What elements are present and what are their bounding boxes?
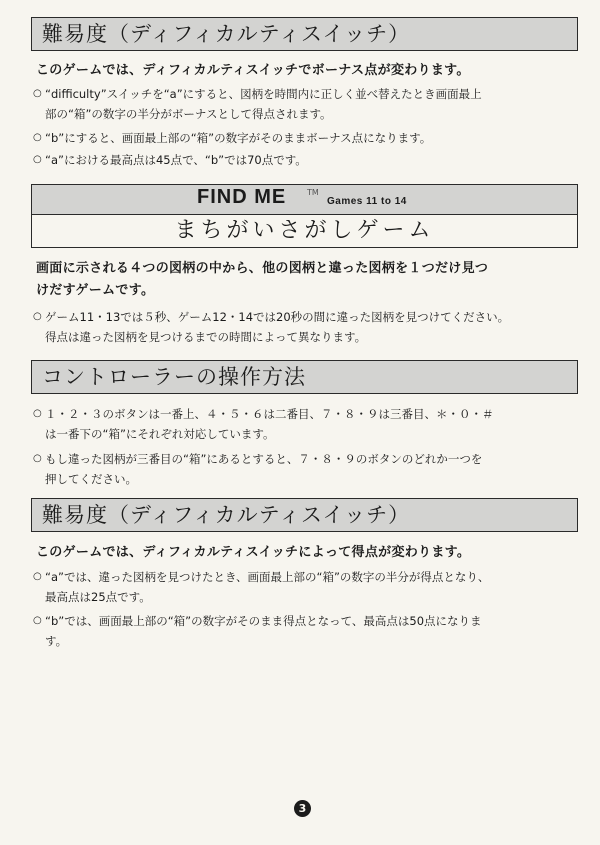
trademark-mark: TM [307,188,319,197]
difficulty-heading-2: 難易度（ディフィカルティスイッチ） [31,498,578,532]
bullet-circle: ○ [33,615,42,626]
game-title-banner [32,185,577,215]
bullet-circle: ○ [33,311,42,322]
bullet-circle: ○ [33,132,42,143]
bullet-circle: ○ [33,571,42,582]
intro-lead: 画面に示される４つの図柄の中から、他の図柄と違った図柄を１つだけ見つ けだすゲームです。 [36,261,489,298]
list-item: ○ もし違った図柄が三番目の“箱”にあるとすると、７・８・９のボタンのどれか一つを 押してください。 [33,449,581,489]
list-item: ○ １・２・３のボタンは一番上、４・５・６は二番目、７・８・９は三番目、＊・０・＃ は一番下の“箱”にそれぞれ対応しています。 [33,404,581,444]
controller-heading: コントローラーの操作方法 [31,360,578,394]
bullet-circle: ○ [33,154,42,165]
game-title-jp: まちがいさがしゲーム [174,218,435,243]
list-item: ○ “b”では、画面最上部の“箱”の数字がそのまま得点となって、最高点は50点になりま す。 [33,611,581,651]
page-number: 3 [294,800,311,817]
game-range: Games 11 to 14 [327,196,407,207]
game-title-box [31,184,578,248]
list-item: ○ “a”における最高点は45点で、“b”では70点です。 [33,150,581,170]
list-item: ○ “difficulty”スイッチを“a”にすると、図柄を時間内に正しく並べ替えたとき画面最上 部の“箱”の数字の半分がボーナスとして得点されます。 [33,84,581,124]
difficulty-lead-2: このゲームでは、ディフィカルティスイッチによって得点が変わります。 [36,545,471,560]
difficulty-heading-1: 難易度（ディフィカルティスイッチ） [31,17,578,51]
list-item: ○ “a”では、違った図柄を見つけたとき、画面最上部の“箱”の数字の半分が得点となり、 最高点は25点です。 [33,567,581,607]
list-item: ○ ゲーム11・13では５秒、ゲーム12・14では20秒の間に違った図柄を見つけてください。 得点は違った図柄を見つけるまでの時間によって異なります。 [33,307,581,347]
bullet-circle: ○ [33,453,42,464]
list-item: ○ “b”にすると、画面最上部の“箱”の数字がそのままボーナス点になります。 [33,128,581,148]
bullet-circle: ○ [33,88,42,99]
difficulty-lead-1: このゲームでは、ディフィカルティスイッチでボーナス点が変わります。 [36,63,470,78]
game-name: FIND ME [197,186,287,208]
bullet-circle: ○ [33,408,42,419]
